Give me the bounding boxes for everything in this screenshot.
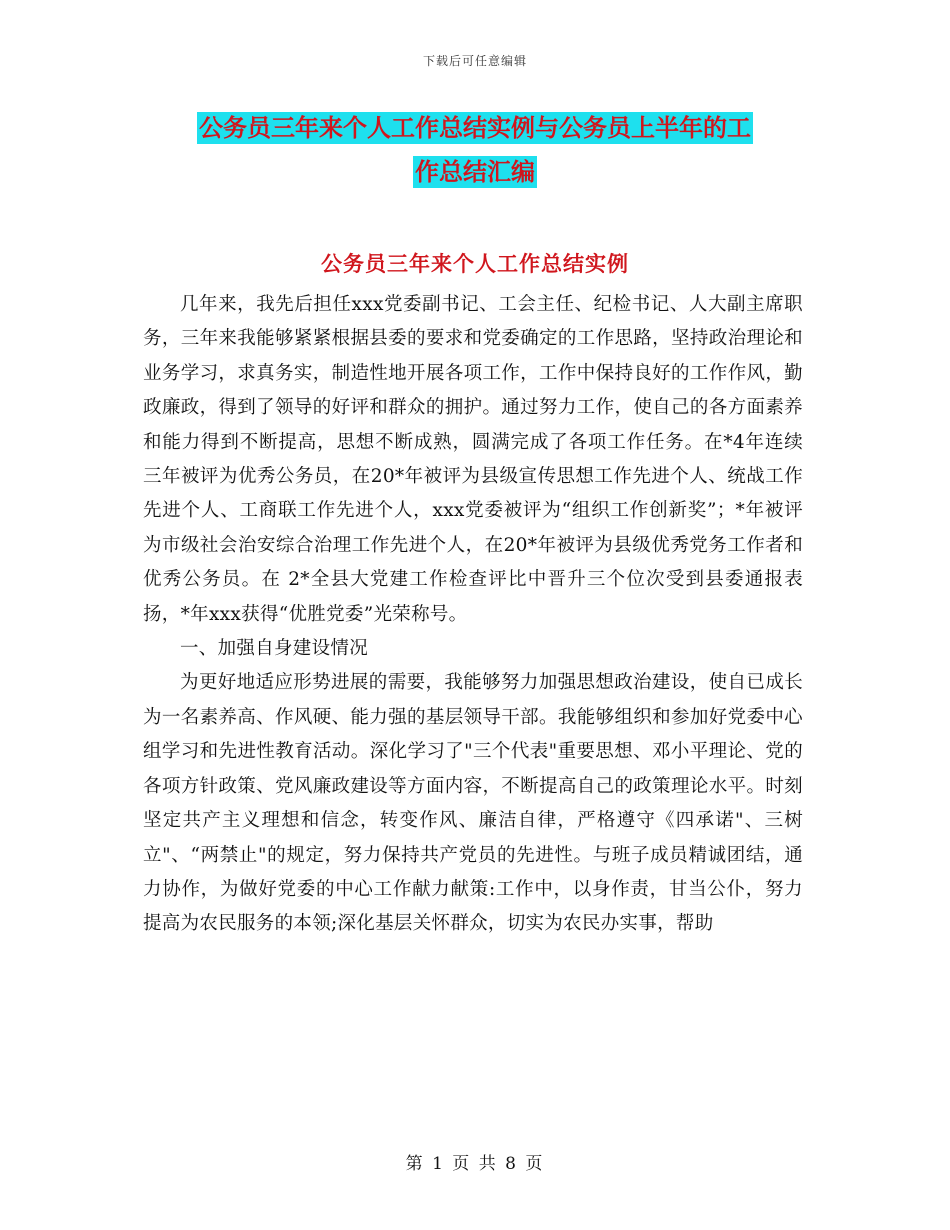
body-text [143,288,803,942]
section-title: 公务员三年来个人工作总结实例 [321,252,629,276]
section-heading: 一、加强自身建设情况 [180,638,369,660]
document-title-line-2: 作总结汇编 [415,158,535,186]
paragraph: 几年来，我先后担任xxx党委副书记、工会主任、纪检书记、人大副主席职务，三年来我能够紧紧根据县委的要求和党委确定的工作思路，坚持政治理论和业务学习，求真务实，制造性地开展各项工作，工作中保持良好的工作作风，勤政廉政，得到了领导的好评和群众的拥护。通过努力工作，使自己的各方面素养和能力得到不断提高，思想不断成熟，圆满完成了各项工作任务。在*4年连续三年被评为优秀公务员，在20*年被评为县级宣传思想工作先进个人、统战工作先进个人、工商联工作先进个人，xxx党委被评为“组织工作创新奖”；*年被评为市级社会治安综合治理工作先进个人，在20*年被评为县级优秀党务工作者和优秀公务员。在 2*全县大党建工作检查评比中晋升三个位次受到县委通报表扬，*年xxx获得“优胜党委”光荣称号。 [143,294,803,625]
document-title-line-1: 公务员三年来个人工作总结实例与公务员上半年的工 [199,114,751,142]
paragraph: 为更好地适应形势进展的需要，我能够努力加强思想政治建设，使自已成长为一名素养高、作风硬、能力强的基层领导干部。我能够组织和参加好党委中心组学习和先进性教育活动。深化学习了"三个代表"重要思想、邓小平理论、党的各项方针政策、党风廉政建设等方面内容，不断提高自己的政策理论水平。时刻坚定共产主义理想和信念，转变作风、廉洁自律，严格遵守《四承诺"、三树立"、“两禁止"的规定，努力保持共产党员的先进性。与班子成员精诚团结，通力协作，为做好党委的中心工作献力献策:工作中，以身作责，甘当公仆，努力提高为农民服务的本领;深化基层关怀群众，切实为农民办实事，帮助 [143,672,803,935]
page-footer: 第 1 页 共 8 页 [405,1154,545,1174]
header-note: 下载后可任意编辑 [422,54,527,68]
document-title [0,106,950,194]
